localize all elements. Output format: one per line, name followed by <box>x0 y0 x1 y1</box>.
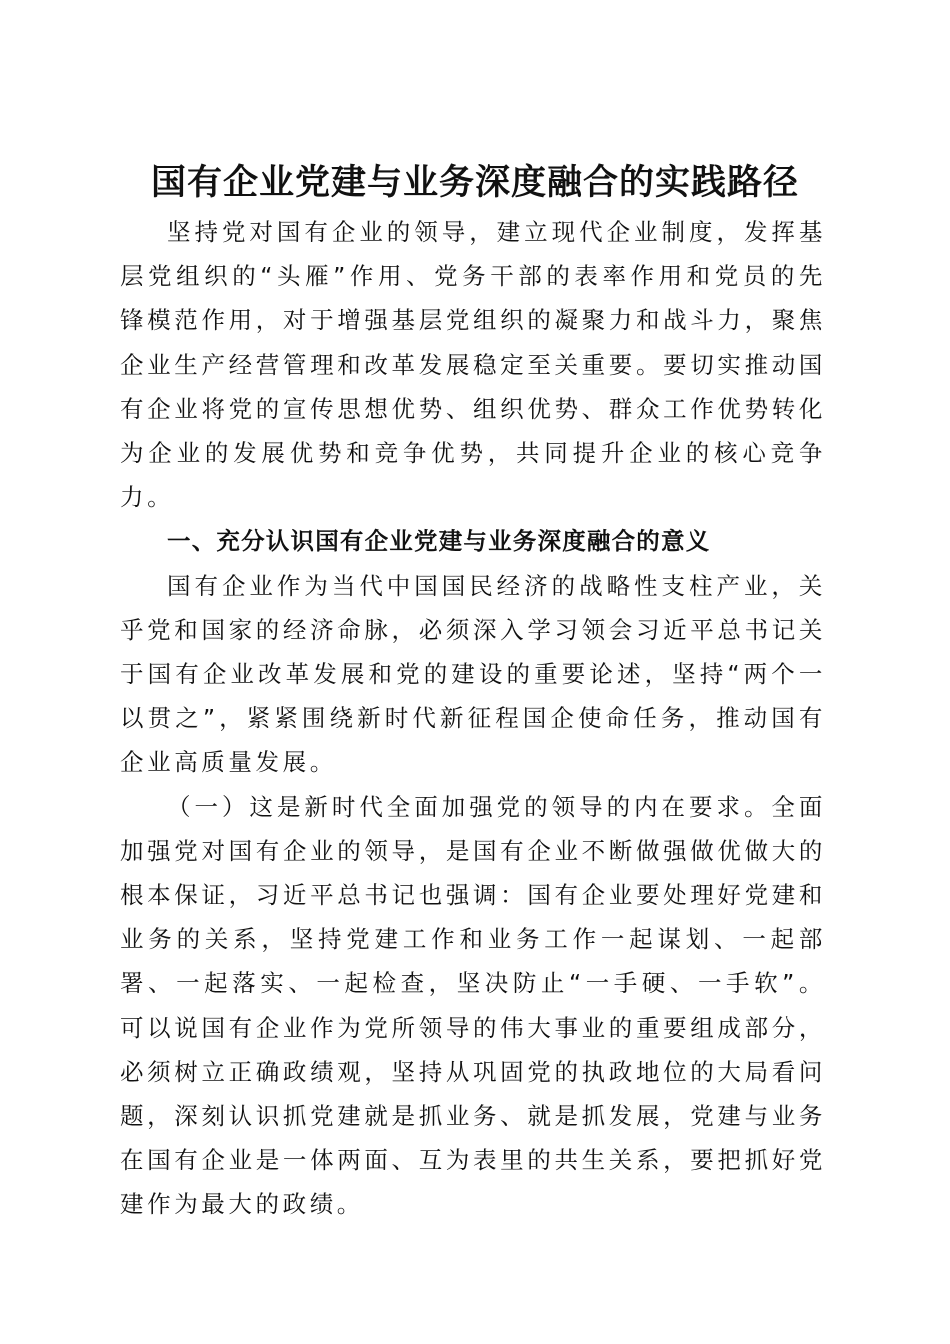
subsection-1-paragraph: （一）这是新时代全面加强党的领导的内在要求。全面加强党对国有企业的领导，是国有企业不断做强做优做大的根本保证，习近平总书记也强调：国有企业要处理好党建和业务的关系，坚持党建工作和业务工作一起谋划、一起部署、一起落实、一起检查，坚决防止“一手硬、一手软”。可以说国有企业作为党所领导的伟大事业的重要组成部分，必须树立正确政绩观，坚持从巩固党的执政地位的大局看问题，深刻认识抓党建就是抓业务、就是抓发展，党建与业务在国有企业是一体两面、互为表里的共生关系，要把抓好党建作为最大的政绩。 <box>120 792 826 1219</box>
intro-paragraph: 坚持党对国有企业的领导，建立现代企业制度，发挥基层党组织的“头雁”作用、党务干部的表率作用和党员的先锋模范作用，对于增强基层党组织的凝聚力和战斗力，聚焦企业生产经营管理和改革发展稳定至关重要。要切实推动国有企业将党的宣传思想优势、组织优势、群众工作优势转化为企业的发展优势和竞争优势，共同提升企业的核心竞争力。 <box>120 218 826 512</box>
document-title: 国有企业党建与业务深度融合的实践路径 <box>150 162 799 204</box>
document-body <box>120 210 826 1227</box>
section-heading-1: 一、充分认识国有企业党建与业务深度融合的意义 <box>167 527 711 556</box>
section-1-paragraph: 国有企业作为当代中国国民经济的战略性支柱产业，关乎党和国家的经济命脉，必须深入学习领会习近平总书记关于国有企业改革发展和党的建设的重要论述，坚持“两个一以贯之”，紧紧围绕新时代新征程国企使命任务，推动国有企业高质量发展。 <box>120 571 826 777</box>
